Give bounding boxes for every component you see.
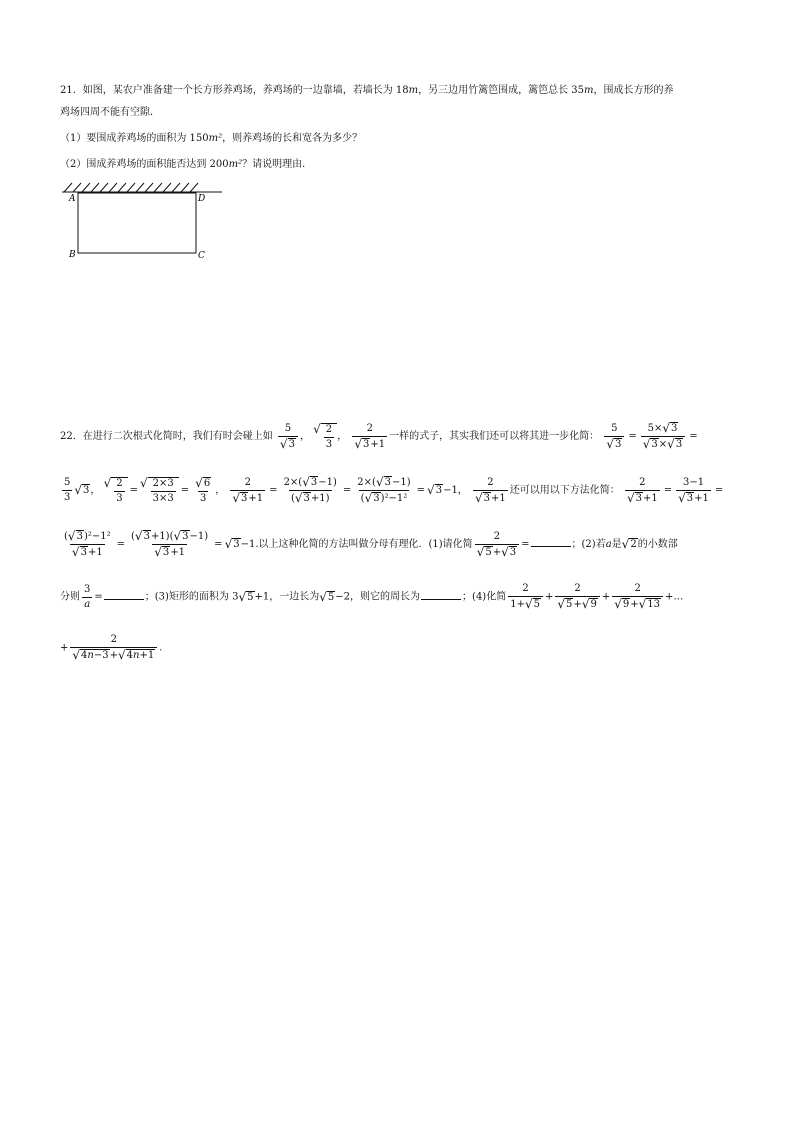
blank-1 [531,536,571,547]
blank-3 [421,589,461,600]
label-d: D [198,194,206,204]
rectangle-abcd [78,193,196,253]
label-b: B [69,250,76,260]
q22-line2: $\frac{5}{3}$ √ 3 ， √ $\frac{2}{3}$ = √ $\frac{2\times 3}{3\times 3}$ = √ 6 3 ， 2 √ 3 +1 = 2×( √ 3 −1) ( √ 3 +1) = 2×( √ 3 −1) ( √ 3 )²−1² = √ 3 −1， 2 √ 3 +1 还可以用以下方法化简： 2 √ 3 +1 = 3−1 √ 3 +1 = [64,475,724,505]
q21-part2: （2）围成养鸡场的面积能否达到 200m²？请说明理由． [60,159,313,170]
q21-line2: 鸡场四周不能有空隙． [60,107,160,118]
q22-line5: + 2 √ 4n−3 + √ 4n+1 . [60,634,163,662]
label-c: C [198,251,205,261]
q21-line1: 21．如图，某农户准备建一个长方形养鸡场，养鸡场的一边靠墙，若墙长为 18m，另三边用竹篱笆围成，篱笆总长 35m，围成长方形的养 [60,85,674,96]
label-a: A [69,194,76,204]
q22-line4: 分则 $\frac{3}{a}$ = ；(3)矩形的面积为 3 √ 5 +1，一边长为 √ 5 −2，则它的周长为 ；(4)化简 2 1+ √ 5 + 2 √ 5 + √ 9 + 2 √ 9 + √ 13 +… [60,583,684,611]
q22-line3: ( √ 3 )²−1² √ 3 +1 = ( √ 3 +1)( √ 3 −1) √ 3 +1 = √ 3 −1.以上这种化简的方法叫做分母有理化．(1)请化简 2 √ 5 + √ 3 = ；(2)若a是 √ 2 的小数部 [64,529,678,559]
wall-hatching [62,183,222,192]
blank-2 [104,589,144,600]
q21-part1: （1）要围成养鸡场的面积为 150m²，则养鸡场的长和宽各为多少？ [60,133,363,144]
q22-line1: 22．在进行二次根式化简时，我们有时会碰上如 5 √ 3 ， √ $\frac{2}{3}$ ， 2 √ 3 +1 一样的式子，其实我们还可以将其进一步化简： 5 √ 3 = 5× √ 3 √ 3 × √ 3 = [60,421,698,451]
q21-diagram [60,180,230,265]
